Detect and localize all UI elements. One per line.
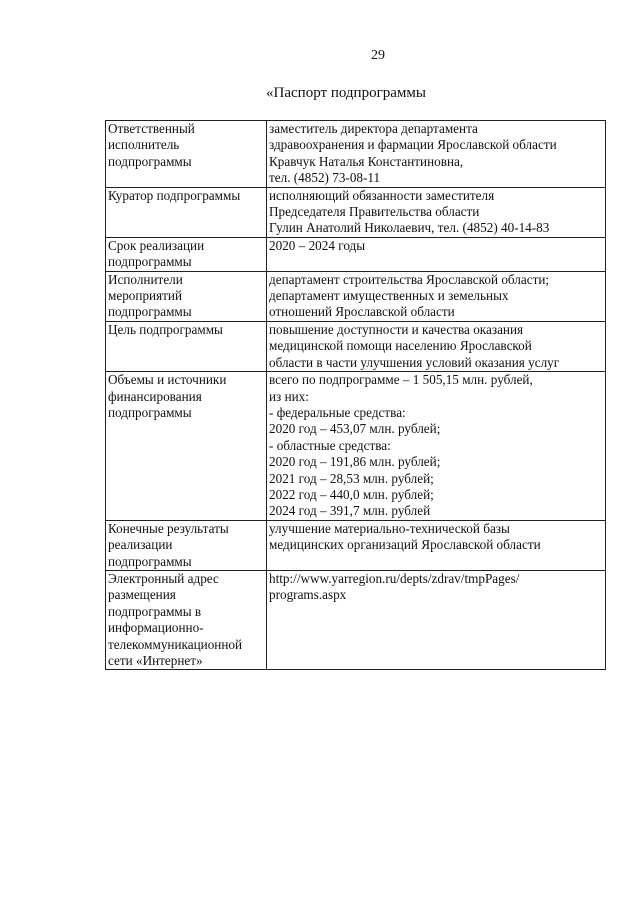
row-value-cell <box>267 570 606 669</box>
row-label-line: мероприятий <box>108 288 183 304</box>
row-label-line: подпрограммы <box>108 404 192 420</box>
table-row <box>106 271 606 321</box>
row-label-line: Цель подпрограммы <box>108 321 223 337</box>
row-value-cell <box>267 520 606 570</box>
row-label-cell <box>106 121 267 188</box>
row-label-line: размещения <box>108 587 176 603</box>
row-value-line: 2020 – 2024 годы <box>269 237 366 253</box>
row-value-line: 2024 год – 391,7 млн. рублей <box>269 503 431 519</box>
row-label-cell <box>106 520 267 570</box>
row-value-cell <box>267 321 606 371</box>
row-value-line: здравоохранения и фармации Ярославской области <box>269 137 557 153</box>
row-label-cell <box>106 237 267 271</box>
row-label-line: подпрограммы в <box>108 603 202 619</box>
row-label-line: Куратор подпрограммы <box>108 187 241 203</box>
row-label-line: Исполнители <box>108 271 183 287</box>
row-label-line: финансирования <box>108 388 202 404</box>
row-label-line: информационно- <box>108 620 204 636</box>
row-label-line: телекоммуникационной <box>108 636 243 652</box>
document-title: «Паспорт подпрограммы <box>266 85 426 101</box>
row-value-line: из них: <box>269 388 309 404</box>
row-label-line: Срок реализации <box>108 237 205 253</box>
row-value-cell <box>267 271 606 321</box>
row-label-line: подпрограммы <box>108 254 192 270</box>
row-label-line: Объемы и источники <box>108 372 227 388</box>
row-value-line: тел. (4852) 73-08-11 <box>269 170 381 186</box>
row-value-line: 2021 год – 28,53 млн. рублей; <box>269 470 434 486</box>
row-value-line: повышение доступности и качества оказания <box>269 321 524 337</box>
row-value-line: медицинской помощи населению Ярославской <box>269 338 532 354</box>
table-row <box>106 121 606 188</box>
row-label-cell <box>106 271 267 321</box>
row-value-line: http://www.yarregion.ru/depts/zdrav/tmpPages/ <box>269 570 520 586</box>
row-value-line: отношений Ярославской области <box>269 304 455 320</box>
row-label-cell <box>106 187 267 237</box>
row-label-line: реализации <box>108 537 173 553</box>
row-value-line: programs.aspx <box>269 587 347 603</box>
row-value-line: заместитель директора департамента <box>269 121 478 136</box>
row-value-line: департамент строительства Ярославской области; <box>269 271 550 287</box>
row-value-line: области в части улучшения условий оказания услуг <box>269 354 560 370</box>
table-row <box>106 237 606 271</box>
row-value-line: департамент имущественных и земельных <box>269 288 509 304</box>
row-value-line: всего по подпрограмме – 1 505,15 млн. рублей, <box>269 372 533 388</box>
page-number: 29 <box>371 48 385 63</box>
row-label-cell <box>106 372 267 521</box>
row-label-line: подпрограммы <box>108 153 192 169</box>
row-label-line: подпрограммы <box>108 553 192 569</box>
row-value-line: 2022 год – 440,0 млн. рублей; <box>269 486 434 502</box>
row-label-cell <box>106 570 267 669</box>
row-value-cell <box>267 237 606 271</box>
row-value-line: 2020 год – 191,86 млн. рублей; <box>269 454 441 470</box>
row-label-line: Электронный адрес <box>108 570 219 586</box>
row-value-line: Председателя Правительства области <box>269 204 480 220</box>
row-value-line: - областные средства: <box>269 437 391 453</box>
row-value-line: исполняющий обязанности заместителя <box>269 187 495 203</box>
row-label-line: сети «Интернет» <box>108 653 203 668</box>
row-value-cell <box>267 121 606 188</box>
passport-table <box>105 120 606 670</box>
row-value-line: 2020 год – 453,07 млн. рублей; <box>269 421 441 437</box>
table-row <box>106 372 606 521</box>
row-value-line: Гулин Анатолий Николаевич, тел. (4852) 40-14-83 <box>269 220 550 236</box>
row-label-cell <box>106 321 267 371</box>
table-row <box>106 520 606 570</box>
row-value-line: Кравчук Наталья Константиновна, <box>269 153 464 169</box>
row-value-line: улучшение материально-технической базы <box>269 520 510 536</box>
passport-table-body <box>106 121 606 670</box>
row-label-line: исполнитель <box>108 137 180 153</box>
row-value-line: - федеральные средства: <box>269 404 406 420</box>
row-value-cell <box>267 372 606 521</box>
row-label-line: Конечные результаты <box>108 520 229 536</box>
table-row <box>106 187 606 237</box>
row-value-cell <box>267 187 606 237</box>
table-row <box>106 321 606 371</box>
row-label-line: Ответственный <box>108 121 195 136</box>
table-row <box>106 570 606 669</box>
row-label-line: подпрограммы <box>108 304 192 320</box>
row-value-line: медицинских организаций Ярославской области <box>269 537 541 553</box>
